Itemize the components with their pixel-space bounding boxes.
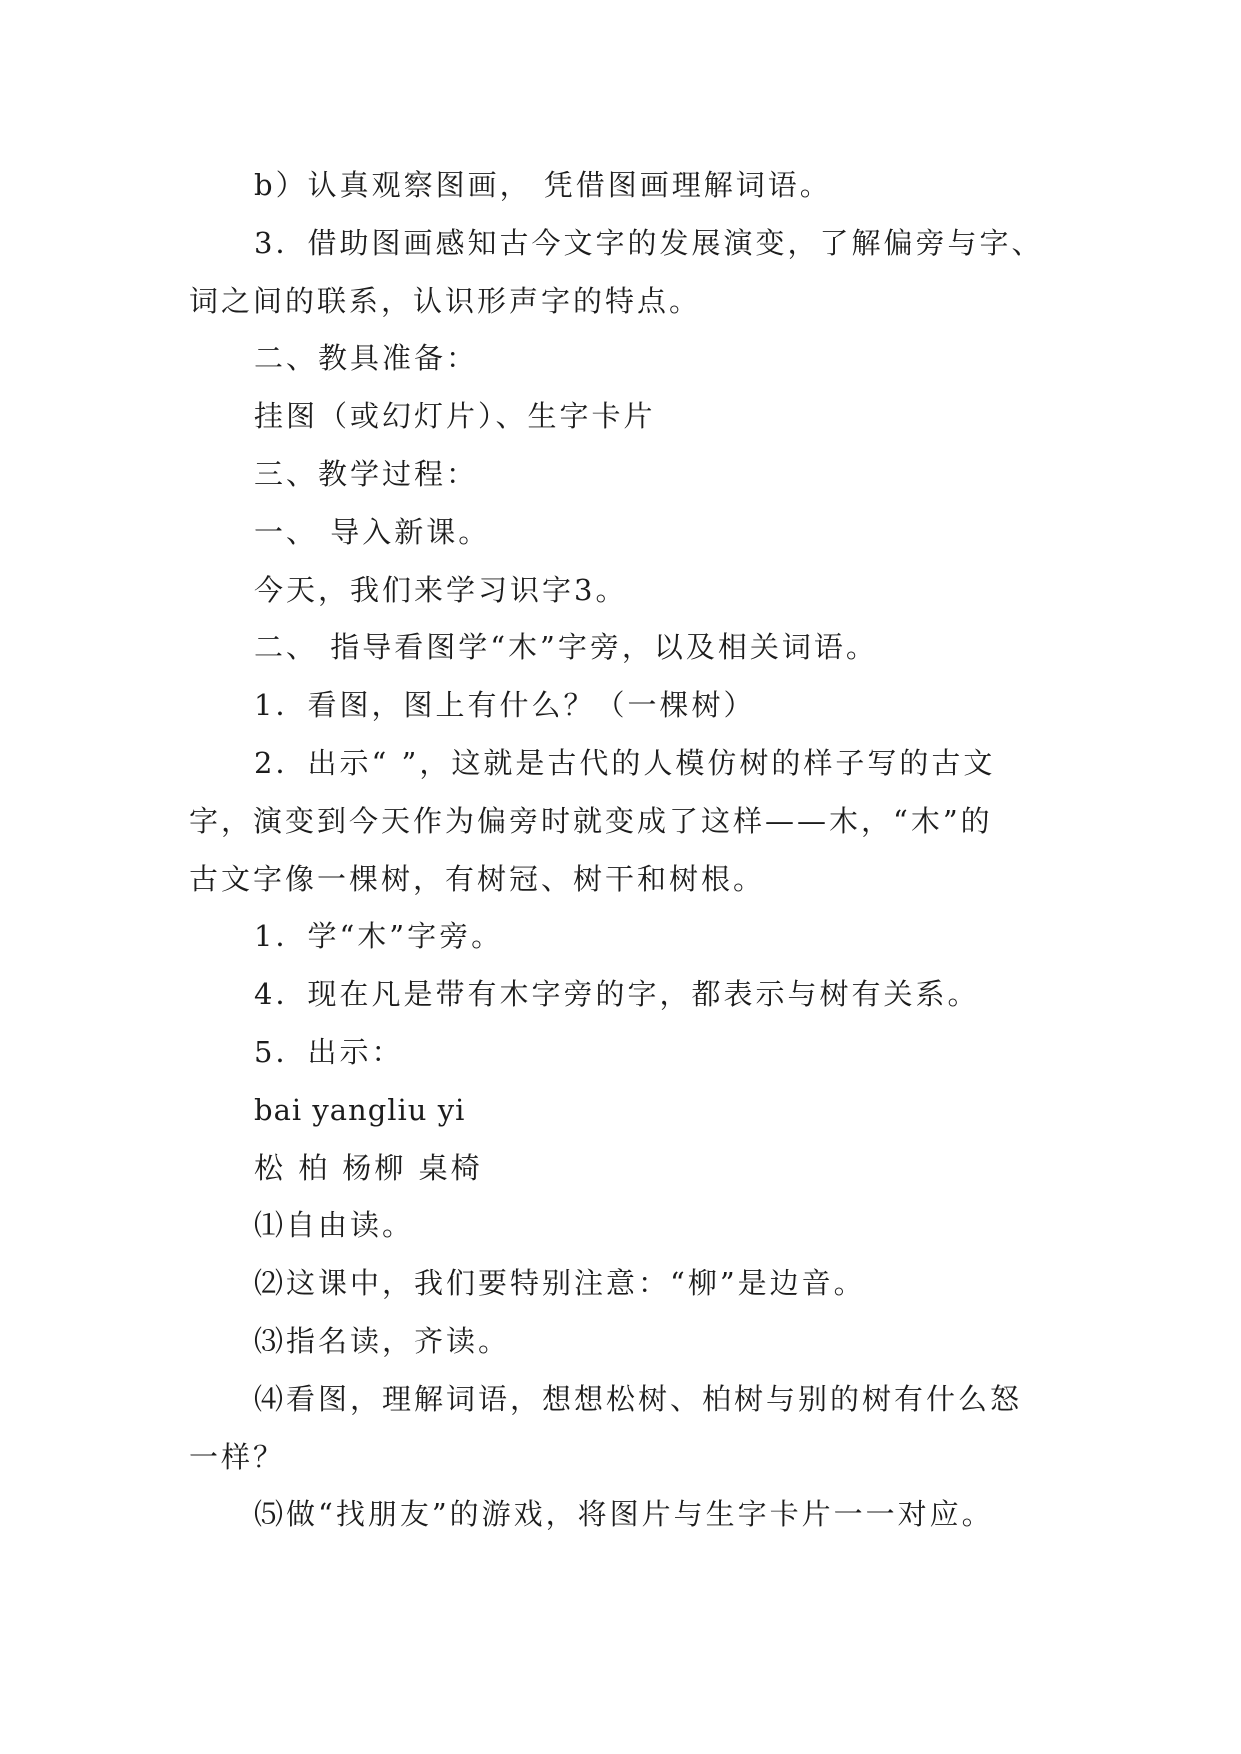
paragraph [189, 215, 1089, 331]
paragraph [189, 619, 1089, 677]
text-line: 古文字像一棵树，有树冠、树干和树根。 [189, 861, 766, 896]
text-line: 字，演变到今天作为偏旁时就变成了这样——木，“木”的 [189, 803, 993, 838]
text-line: 4．现在凡是带有木字旁的字，都表示与树有关系。 [254, 977, 980, 1012]
paragraph [189, 1371, 1089, 1487]
paragraph [189, 1024, 1089, 1082]
paragraph [189, 504, 1089, 562]
text-line: ⑸做“找朋友”的游戏，将图片与生字卡片一一对应。 [254, 1497, 994, 1532]
text-line: 三、教学过程： [254, 456, 479, 491]
text-line: 5．出示： [254, 1034, 404, 1069]
paragraph [189, 1197, 1089, 1255]
section-heading [189, 446, 1089, 504]
paragraph [189, 908, 1089, 966]
text-line: bai yangliu yi [254, 1092, 466, 1127]
paragraph [189, 677, 1089, 735]
text-line: 词之间的联系，认识形声字的特点。 [189, 283, 702, 318]
paragraph [189, 1255, 1089, 1313]
document-body [189, 157, 1089, 1544]
text-line: 1．看图，图上有什么？（一棵树） [254, 688, 756, 723]
text-line: ⑶指名读，齐读。 [254, 1323, 511, 1358]
paragraph [189, 388, 1089, 446]
text-line: ⑷看图，理解词语，想想松树、柏树与别的树有什么怒 [254, 1381, 1023, 1416]
text-line: 今天，我们来学习识字3。 [254, 572, 628, 607]
text-line: 2．出示“ ”，这就是古代的人模仿树的样子写的古文 [254, 745, 996, 780]
text-line: b）认真观察图画， 凭借图画理解词语。 [254, 168, 832, 202]
text-line: 挂图（或幻灯片）、生字卡片 [254, 399, 656, 434]
paragraph [189, 1486, 1089, 1544]
text-line: 二、教具准备： [254, 341, 479, 376]
text-line: 1．学“木”字旁。 [254, 919, 504, 954]
paragraph [189, 735, 1089, 908]
paragraph [189, 1313, 1089, 1371]
text-line: 3．借助图画感知古今文字的发展演变，了解偏旁与字、 [254, 225, 1044, 260]
text-line: 一样？ [189, 1439, 286, 1474]
text-line: ⑵这课中，我们要特别注意：“柳”是边音。 [254, 1266, 866, 1301]
paragraph [189, 562, 1089, 620]
word-list [189, 1140, 1089, 1198]
section-heading [189, 330, 1089, 388]
paragraph [189, 966, 1089, 1024]
text-line: 二、 指导看图学“木”字旁，以及相关词语。 [254, 630, 878, 665]
paragraph [189, 157, 1089, 215]
pinyin-line [189, 1082, 1089, 1140]
text-line: 一、 导入新课。 [254, 514, 491, 549]
text-line: 松 柏 杨柳 桌椅 [254, 1150, 483, 1185]
text-line: ⑴自由读。 [254, 1208, 415, 1243]
